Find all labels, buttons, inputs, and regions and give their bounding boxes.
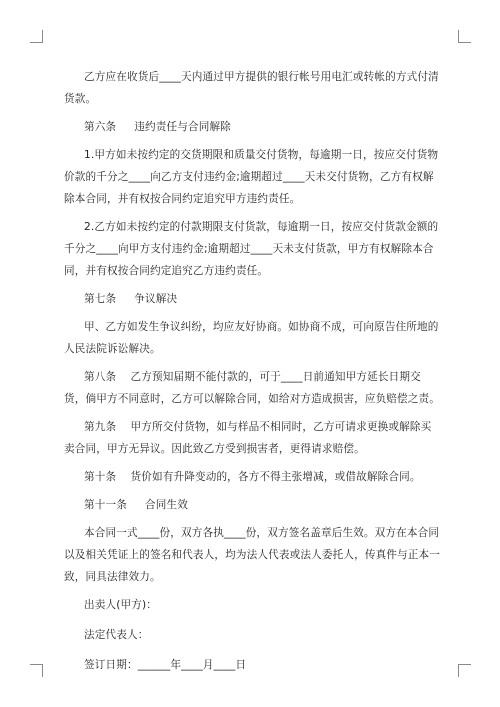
crop-mark-bottom-right: [458, 664, 471, 677]
crop-mark-top-right: [458, 30, 471, 43]
heading-article-6: [64, 116, 442, 138]
paragraph-payment: 乙方应在收货后____天内通过甲方提供的银行帐号用电汇或转帐的方式付清货款。: [64, 71, 439, 105]
signature-date: 签订日期：______年____月____日: [84, 659, 247, 671]
paragraph-effectiveness: 本合同一式____份，双方各执____份，双方签名盖章后生效。双方在本合同以及相关凭证上的签名和代表人，均为法人代表或法人委托人，传真件与正本一致，同具法律效力。: [64, 527, 441, 583]
paragraph-dispute: 甲、乙方如发生争议纠纷，均应友好协商。如协商不成，可向原告住所地的人民法院诉讼解决。: [64, 321, 439, 355]
crop-mark-bottom-left: [30, 664, 43, 677]
paragraph-article-9: 第九条 甲方所交付货物，如与样品不相同时，乙方可请求更换或解除买卖合同，甲方无异议。因此致乙方受到损害者，更得请求赔偿。: [64, 421, 432, 455]
paragraph-seller-breach: 1.甲方如未按约定的交货期限和质量交付货物，每逾期一日，按应交付货物价款的千分之____向乙方支付违约金;逾期超过____天未交付货物，乙方有权解除本合同，并有权按合同约定追究甲方违约责任。: [64, 149, 439, 205]
document-body: [64, 66, 442, 684]
paragraph-article-10: 第十条 货价如有升降变动的，各方不得主张增减，或借故解除合同。: [84, 471, 421, 483]
article-title: 争议解决: [134, 293, 178, 305]
article-title: 违约责任与合同解除: [134, 121, 231, 133]
paragraph-article-8: 第八条 乙方预知届期不能付款的，可于____日前通知甲方延长日期交货，倘甲方不同意时，乙方可以解除合同，如给对方造成损害，应负赔偿之责。: [64, 371, 441, 405]
article-title: 合同生效: [144, 499, 188, 511]
article-number: 第六条: [84, 121, 117, 133]
signature-legal-rep: 法定代表人：: [84, 629, 149, 641]
article-number: 第十一条: [84, 499, 127, 511]
article-number: 第七条: [84, 293, 117, 305]
signature-seller: 出卖人(甲方)：: [84, 599, 158, 611]
heading-article-7: [64, 288, 442, 310]
paragraph-buyer-breach: 2.乙方如未按约定的付款期限支付货款，每逾期一日，按应交付货款金额的千分之____向甲方支付违约金;逾期超过____天未支付货款，甲方有权解除本合同，并有权按合同约定追究乙方违约责任。: [64, 221, 439, 277]
crop-mark-top-left: [30, 30, 43, 43]
heading-article-11: [64, 494, 442, 516]
